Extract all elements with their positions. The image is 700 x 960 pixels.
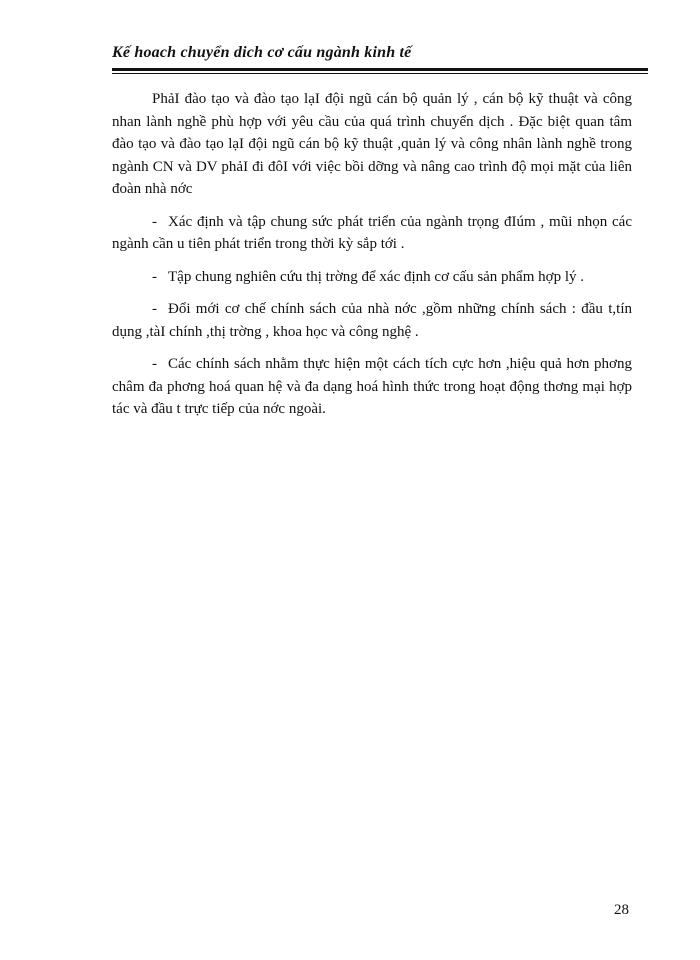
bullet-text: Đổi mới cơ chế chính sách của nhà nớc ,gồm những chính sách : đầu t,tín dụng ,tàI chính ,thị trờng , khoa học và công nghệ . [112,301,632,340]
header-rule-thick [112,68,648,71]
bullet-marker: - [152,268,157,285]
header-rule-thin [112,73,648,74]
body-content [112,88,632,431]
bullet-item [112,266,632,289]
bullet-item [112,211,632,256]
bullet-marker: - [152,356,157,372]
bullet-text: Xác định và tập chung sức phát triển của ngành trọng đIúm , mũi nhọn các ngành cần u tiên phát triển trong thời kỳ sắp tới . [112,213,632,252]
bullet-text: Các chính sách nhằm thực hiện một cách tích cực hơn ,hiệu quả hơn phơng châm đa phơng hoá quan hệ và đa dạng hoá hình thức trong hoạt động thơng mại hợp tác và đầu t trực tiếp của nớc ngoài. [112,356,632,417]
running-header-title: Kế hoach chuyển dich cơ cấu ngành kinh tế [112,44,412,61]
bullet-item [112,298,632,343]
page-number: 28 [614,902,629,918]
bullet-text: Tập chung nghiên cứu thị trờng để xác định cơ cấu sản phẩm hợp lý . [168,268,584,285]
bullet-marker: - [152,213,157,230]
intro-paragraph: PhảI đào tạo và đào tạo lạI đội ngũ cán bộ quản lý , cán bộ kỹ thuật và công nhan lành nghề phù hợp với yêu cầu của quá trình chuyển dịch . Đặc biệt quan tâm đào tạo và đào tạo lạI đội ngũ cán bộ kỹ thuật ,quản lý và công nhân lành nghề trong ngành CN và DV phảI đi đôI với việc bồi dỡng và nâng cao trình độ mọi mặt của liên đoàn nhà nớc [112,91,632,197]
bullet-marker: - [152,301,157,317]
bullet-item [112,353,632,421]
